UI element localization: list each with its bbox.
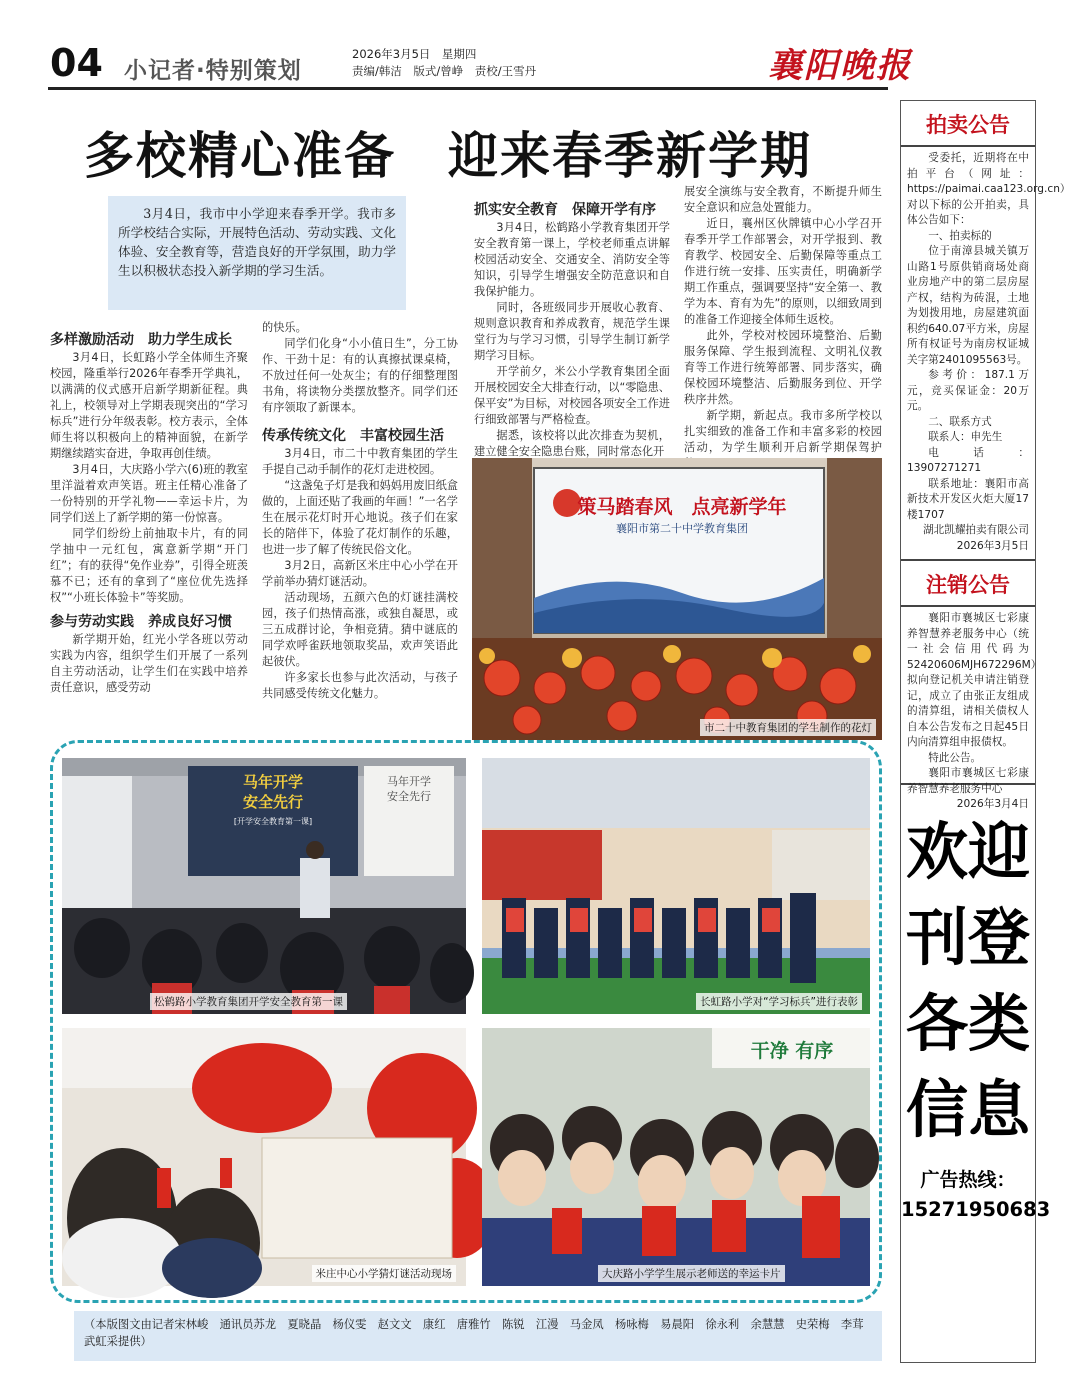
- auction-para: 参考价：187.1万元，竞买保证金：20万元。: [907, 369, 1029, 412]
- ad-line: 各类: [905, 987, 1030, 1060]
- photo-lanterns: [472, 458, 882, 740]
- column-2: [262, 320, 458, 730]
- photo-classroom: [62, 758, 466, 1014]
- photo-credits: （本版图文由记者宋林峻 通讯员苏龙 夏晓晶 杨仪雯 赵文文 康红 唐雅竹 陈锐 江漫 马金凤 杨咏梅 易晨阳 徐永利 余慧慧 史荣梅 李茸 武虹采提供）: [74, 1311, 882, 1361]
- photo-caption: 大庆路小学学生展示老师送的幸运卡片: [598, 1265, 785, 1282]
- auction-para: 电话：13907271271: [907, 446, 1029, 474]
- auction-para: 二、联系方式: [928, 415, 992, 428]
- divider: [901, 605, 1035, 607]
- staff-line: 责编/韩洁 版式/曾峥 责校/王雪丹: [352, 64, 537, 78]
- photo-riddles: [62, 1028, 466, 1286]
- paragraph: 3月4日，市二十中教育集团的学生手提自己动手制作的花灯走进校园。: [262, 447, 458, 476]
- paragraph: 展安全演练与安全教育，不断提升师生安全意识和应急处置能力。: [684, 185, 882, 214]
- paragraph: 3月4日，大庆路小学六(6)班的教室里洋溢着欢声笑语。班主任精心准备了一份特别的开学礼物——幸运卡片，为同学们送上了新学期的第一份惊喜。: [50, 463, 248, 524]
- column-1: [50, 330, 248, 730]
- paragraph: 同学们纷纷上前抽取卡片，有的同学抽中一元红包，寓意新学期“开门红”；有的获得“免作业券”，引得全班羡慕不已；还有的拿到了“座位优先选择权”“小班长体验卡”等奖励。: [50, 527, 248, 604]
- photo-caption: 市二十中教育集团的学生制作的花灯: [700, 719, 876, 736]
- subhead-culture: 传承传统文化 丰富校园生活: [262, 428, 444, 444]
- paragraph: 开学前夕，米公小学教育集团全面开展校园安全大排查行动，以“零隐患、保平安”为目标，对校园各项安全工作进行细致部署与严格检查。: [474, 365, 670, 426]
- auction-notice: [901, 149, 1071, 557]
- auction-para: 联系人：申先生: [928, 431, 1003, 443]
- paragraph: 新学期，新起点。我市多所学校以扎实细致的准备工作和丰富多彩的校园活动，为学生顺利开启新学期保驾护: [684, 409, 882, 454]
- page-number: 04: [50, 41, 103, 85]
- cancel-para: 特此公告。: [928, 751, 982, 764]
- subhead-safety: 抓实安全教育 保障开学有序: [474, 202, 656, 218]
- paragraph: “这盏兔子灯是我和妈妈用废旧纸盒做的，上面还贴了我画的年画！”一名学生在展示花灯时开心地说。孩子们在家长的陪伴下，体验了花灯制作的乐趣，也进一步了解了传统民俗文化。: [262, 479, 458, 556]
- subhead-incentives: 多样激励活动 助力学生成长: [50, 332, 232, 348]
- paragraph: 同时，各班级同步开展收心教育、规则意识教育和养成教育，规范学生课堂行为与学习习惯，引导学生制订新学期学习目标。: [474, 301, 670, 362]
- cancel-signature: 襄阳市襄城区七彩康养智慧养老服务中心: [907, 767, 1029, 795]
- paragraph: 新学期开始，红光小学各班以劳动实践为内容，组织学生们开展了一系列自主劳动活动，让学生们在实践中培养责任意识，感受劳动: [50, 633, 248, 694]
- auction-signature: 湖北凯耀拍卖有限公司: [923, 524, 1029, 536]
- photo-award: [482, 758, 870, 1014]
- section-title: 小记者·特别策划: [124, 58, 302, 84]
- photo-cards: [482, 1028, 870, 1286]
- auction-para: 位于南漳县城关镇万山路1号原供销商场处商业房地产中的第二层房屋产权，结构为砖混，土地为划拨用地，房屋建筑面积约640.07平方米，房屋所有权证号为南房权证城关字第2401095563号。: [907, 245, 1029, 366]
- hotline-number: 15271950683: [901, 1198, 1051, 1221]
- intro-box: [108, 196, 406, 310]
- paragraph: 此外，学校对校园环境整治、后勤服务保障、学生报到流程、文明礼仪教育等工作进行统筹部署、同步落实，确保校园环境整洁、后勤服务到位、开学秩序井然。: [684, 329, 882, 406]
- cancel-para: 襄阳市襄城区七彩康养智慧养老服务中心（统一社会信用代码为52420606MJH672296M）拟向登记机关申请注销登记，成立了由张正友组成的清算组，请相关债权人自本公告发布之日起45日内向清算组申报债权。: [907, 612, 1042, 748]
- paragraph: 近日，襄州区伙牌镇中心小学召开春季开学工作部署会，对开学报到、教育教学、校园安全、后勤保障等重点工作进行统一安排、压实责任，明确新学期工作重点，强调要坚持“安全第一、教学为本、育有为先”的原则，以细致周到的准备工作迎接全体师生返校。: [684, 217, 882, 326]
- column-4: [684, 184, 882, 454]
- classroom-screen-sub: [开学安全教育第一课]: [233, 817, 313, 826]
- award-scene: [482, 758, 870, 1014]
- lanterns-banner-sub: 襄阳市第二十中学教育集团: [616, 522, 748, 535]
- subhead-labor: 参与劳动实践 养成良好习惯: [50, 614, 232, 630]
- ad-line: 欢迎: [905, 815, 1030, 888]
- auction-para: 受委托，近期将在中拍平台（网址：https://paimai.caa123.org.cn）对以下标的公开拍卖，具体公告如下：: [907, 152, 1071, 226]
- ad-line: 信息: [905, 1073, 1030, 1146]
- cancel-date: 2026年3月4日: [956, 798, 1029, 810]
- paragraph: 3月4日，长虹路小学全体师生齐聚校园，隆重举行2026年春季开学典礼，以满满的仪式感开启新学期新征程。典礼上，校领导对上学期表现突出的“学习标兵”进行分年级表彰。校方表示，全体师生将以积极向上的精神面貌，在新学期继续踏实奋进，争取再创佳绩。: [50, 351, 248, 460]
- cancel-title: 注销公告: [926, 573, 1010, 597]
- cards-banner: 干净 有序: [750, 1040, 834, 1062]
- photo-caption: 松鹤路小学教育集团开学安全教育第一课: [150, 993, 347, 1010]
- headline: 多校精心准备 迎来春季新学期: [84, 127, 812, 185]
- divider: [901, 145, 1035, 147]
- paragraph: 3月4日，松鹤路小学教育集团开学安全教育第一课上，学校老师重点讲解校园活动安全、交通安全、消防安全等知识，引导学生增强安全防范意识和自我保护能力。: [474, 221, 670, 298]
- intro-text: 3月4日，我市中小学迎来春季开学。我市多所学校结合实际，开展特色活动、劳动实践、文化体验、安全教育等，营造良好的开学氛围，助力学生以积极状态投入新学期的学习生活。: [118, 206, 396, 278]
- paragraph: 据悉，该校将以此次排查为契机，建立健全安全隐患台账，同时常态化开: [474, 429, 670, 458]
- auction-title: 拍卖公告: [926, 113, 1010, 137]
- paragraph: 活动现场，五颜六色的灯谜挂满校园，孩子们热情高涨，或独自凝思，或三五成群讨论，争相竞猜。猜中谜底的同学欢呼雀跃地领取奖品，欢声笑语此起彼伏。: [262, 591, 458, 668]
- paragraph: 同学们化身“小小值日生”，分工协作、干劲十足：有的认真擦拭课桌椅，不放过任何一处灰尘；有的仔细整理图书角，将读物分类摆放整齐。同学们还有序领取了新课本。: [262, 337, 458, 414]
- newspaper-logo: 襄阳晚报: [768, 46, 912, 86]
- auction-para: 联系地址：襄阳市高新技术开发区火炬大厦17楼1707: [907, 477, 1029, 521]
- column-3: [474, 200, 670, 458]
- cards-scene: [482, 1028, 870, 1286]
- photo-caption: 米庄中心小学猜灯谜活动现场: [312, 1265, 457, 1282]
- divider: [901, 559, 1035, 561]
- cancel-notice: [901, 609, 1042, 810]
- ad-line: 刊登: [905, 901, 1030, 974]
- classroom-screen-title: 马年开学 安全先行: [242, 773, 303, 811]
- paragraph: 的快乐。: [262, 321, 307, 334]
- sidebar: [900, 100, 1071, 1363]
- auction-para: 一、拍卖标的: [928, 229, 992, 242]
- paragraph: 3月2日，高新区米庄中心小学在开学前举办猜灯谜活动。: [262, 559, 458, 588]
- hotline-label: 广告热线：: [920, 1169, 1016, 1191]
- auction-date: 2026年3月5日: [956, 539, 1029, 552]
- classroom-board-text: 马年开学 安全先行: [387, 775, 431, 803]
- date-line: 2026年3月5日 星期四: [352, 47, 477, 61]
- header-rule: [48, 87, 888, 90]
- lanterns-banner: 策马踏春风 点亮新学年: [577, 496, 787, 518]
- paragraph: 许多家长也参与此次活动，与孩子共同感受传统文化魅力。: [262, 671, 458, 700]
- photo-caption: 长虹路小学对“学习标兵”进行表彰: [696, 993, 862, 1010]
- riddles-scene: [62, 1028, 466, 1286]
